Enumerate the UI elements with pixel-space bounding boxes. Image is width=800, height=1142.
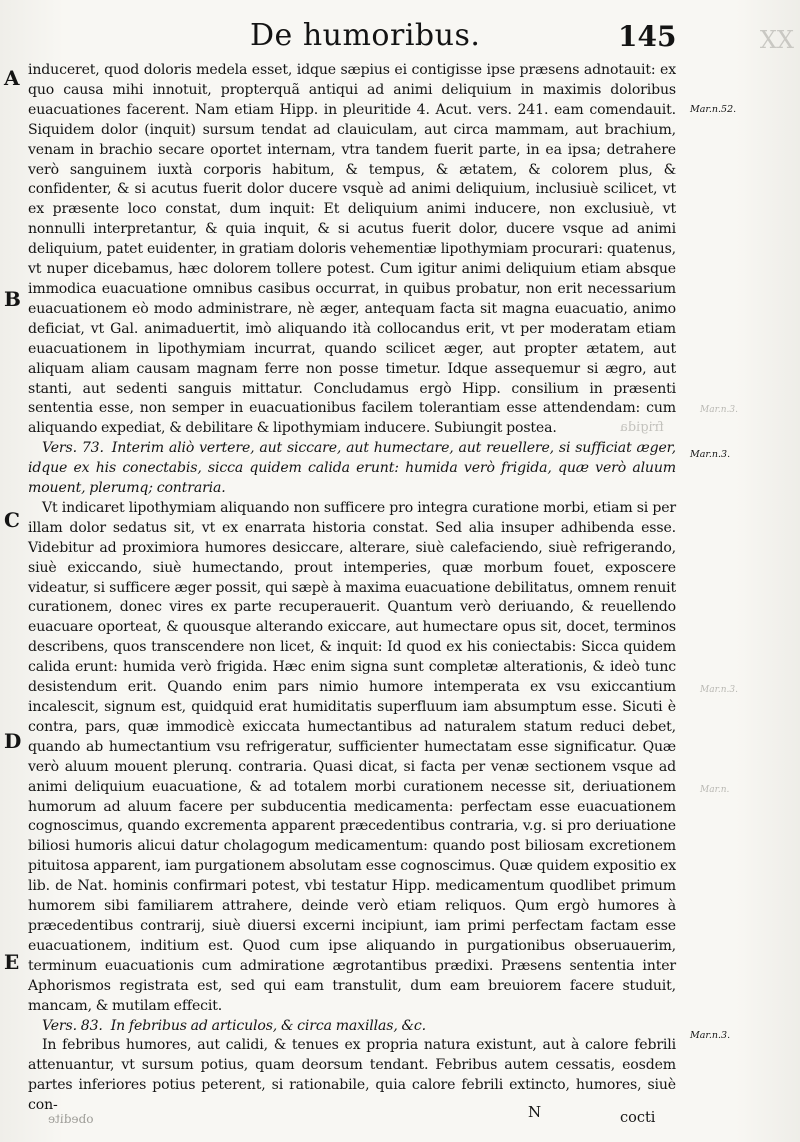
paragraph: In febribus humores, aut calidi, & tenues ex propria natura existunt, aut à calore febrili attenuantur, vt sursum potius, quam deorsum tendant. Febribus autem cessatis, eosdem partes inferiores potius peterent, si rationabile, quia calore febrili extincto, humores, siuè con-: [28, 1037, 676, 1114]
margin-note: Mar.n.3.: [690, 1030, 731, 1041]
section-letter-c: C: [4, 508, 20, 532]
paragraph: induceret, quod doloris medela esset, idque sæpius ei contigisse ipse præsens adnotauit: ex quo causa mihi innotuit, propterquã antiqui ad animi deliquium in maximis doloribus euacuationes facerent. Nam etiam Hipp. in pleuritide 4. Acut. vers. 241. eam comendauit. Siquidem dolor (inquit) sursum tendat ad clauiculam, aut circa mammam, aut brachium, venam in brachio secare oportet internam, vtra tandem fuerit parte, in ea ipsa; detrahere verò sanguinem iuxtà corporis habitum, & tempus, & ætatem, & colorem plus, & confidenter, & si acutus fuerit dolor ducere vsquè ad animi deliquium, inclusiuè scilicet, vt ex præsente loco constat, dum inquit: Et deliquium animi inducere, non exclusiuè, vt nonnulli interpretantur, & quia inquit, & si acutus fuerit dolor, ducere vsque ad animi deliquium, patet euidenter, in gratiam doloris vehementiæ lipothymiam procurari: quatenus, vt nuper dicebamus, hæc dolorem tollere potest. Cum igitur animi deliquium etiam absque immodica euacuatione omnibus casibus occurrat, in quibus probatur, non erit necessarium euacuationem eò modo administrare, nè æger, antequam facta sit magna euacuatio, animo deficiat, vt Gal. animaduertit, imò aliquando ità collocandus erit, vt per moderatam etiam euacuationem in lipothymiam incurrat, quando scilicet æger, aut propter ætatem, aut aliquam aliam causam magnam ferre non posse timetur. Idque assequemur si ægro, aut stanti, aut sedenti sanguis mittatur. Concludamus ergò Hipp. consilium in præsenti sententia esse, non semper in euacuationibus facilem tolerantiam esse attendendam: cum aliquando expediat, & debilitare & lipothymiam inducere. Subiungit postea.: [28, 62, 676, 437]
bleed-through-heading: XX: [759, 26, 794, 54]
paragraph: Vt indicaret lipothymiam aliquando non sufficere pro integra curatione morbi, etiam si per illam dolor sedatus sit, vt ex enarrata historia constat. Sed alia insuper adhibenda esse. Videbitur ad proximiora humores desiccare, alterare, siuè calefaciendo, siuè refrigerando, siuè exiccando, siuè humectando, prout intemperies, quæ morbum fouet, exposcere videatur, si sufficere æger possit, qui sæpè à maxima euacuatione debilitatus, omnem renuit curationem, donec vires ex parte recuperauerit. Quantum verò deriuando, & reuellendo euacuare oporteat, & quousque alterando exiccare, aut humectare opus sit, docet, terminos describens, quos transcendere non licet, & inquit: Id quod ex his coniectabis: Sicca quidem calida erunt: humida verò frigida. Hæc enim signa sunt completæ alterationis, & ideò tunc desistendum erit. Quando enim pars nimio humore intemperata ex vsu exiccantium incalescit, signum est, quidquid erat humiditatis superfluum iam absumptum esse. Sicuti è contra, pars, quæ immodicè exiccata humectantibus ad naturalem statum reduci debet, quando ab humectantium vsu refrigeratur, sufficienter humectatam esse significatur. Quæ verò aluum mouent plerunq. contraria. Quasi dicat, si facta per venæ sectionem vsque ad animi deliquium euacuatione, & ad totalem morbi curationem necesse sit, deriuationem humorum ad aluum facere per subducentia medicamenta: perfectam esse euacuationem cognoscimus, quando excrementa apparent præcedentibus contraria, v.g. si pro deriuatione biliosi humoris alicui datur cholagogum medicamentum: quando post biliosam excretionem pituitosa apparent, iam purgationem absolutam esse cognoscimus. Quæ quidem expositio ex lib. de Nat. hominis confirmari potest, vbi testatur Hipp. medicamentum quodlibet primum humorem sibi familiarem attrahere, deinde verò etiam reliquos. Qum ergò humores à præcedentibus contrarij, siuè diuersi excerni incipiunt, iam primi perfectam factam esse euacuationem, inditium est. Quod cum ipse aliquando in purgationibus obseruauerim, terminum euacuationis cum admiratione ægrotantibus prædixi. Præsens sententia inter Aphorismos registrata est, sed qui eam transtulit, dum eam breuiorem facere studuit, mancam, & mutilam effecit.: [28, 499, 676, 1014]
verse-quotation: [28, 439, 676, 499]
page-title: De humoribus.: [250, 18, 481, 53]
section-letter-b: B: [4, 287, 21, 311]
verse-text: In febribus ad articulos, & circa maxillas, &c.: [110, 1017, 426, 1034]
running-head: [0, 18, 800, 62]
verse-quotation: [28, 1017, 676, 1037]
section-letter-a: A: [4, 66, 20, 90]
catchword: cocti: [620, 1110, 656, 1126]
margin-note: Mar.n.52.: [690, 104, 737, 115]
bleed-through-text: frigida: [620, 420, 664, 435]
verse-text: Interim aliò vertere, aut siccare, aut humectare, aut reuellere, si sufficiat æger, idque ex his conectabis, sicca quidem calida erunt: humida verò frigida, quæ verò aluum mouent, plerumq; contraria.: [28, 440, 676, 497]
verse-reference: Vers. 73.: [42, 440, 104, 457]
bleed-margin-note: Mar.n.3.: [700, 685, 738, 695]
bleed-margin-note: Mar.n.: [700, 785, 730, 795]
body-text: [28, 61, 676, 1116]
bleed-through-text: obedite: [48, 1112, 94, 1126]
verse-reference: Vers. 83.: [42, 1017, 103, 1034]
bleed-margin-note: Mar.n.3.: [700, 405, 738, 415]
section-letter-e: E: [4, 950, 20, 974]
section-letter-d: D: [4, 729, 22, 753]
margin-note: Mar.n.3.: [690, 449, 731, 460]
page-number: 145: [618, 20, 677, 53]
signature-mark: N: [528, 1103, 542, 1121]
